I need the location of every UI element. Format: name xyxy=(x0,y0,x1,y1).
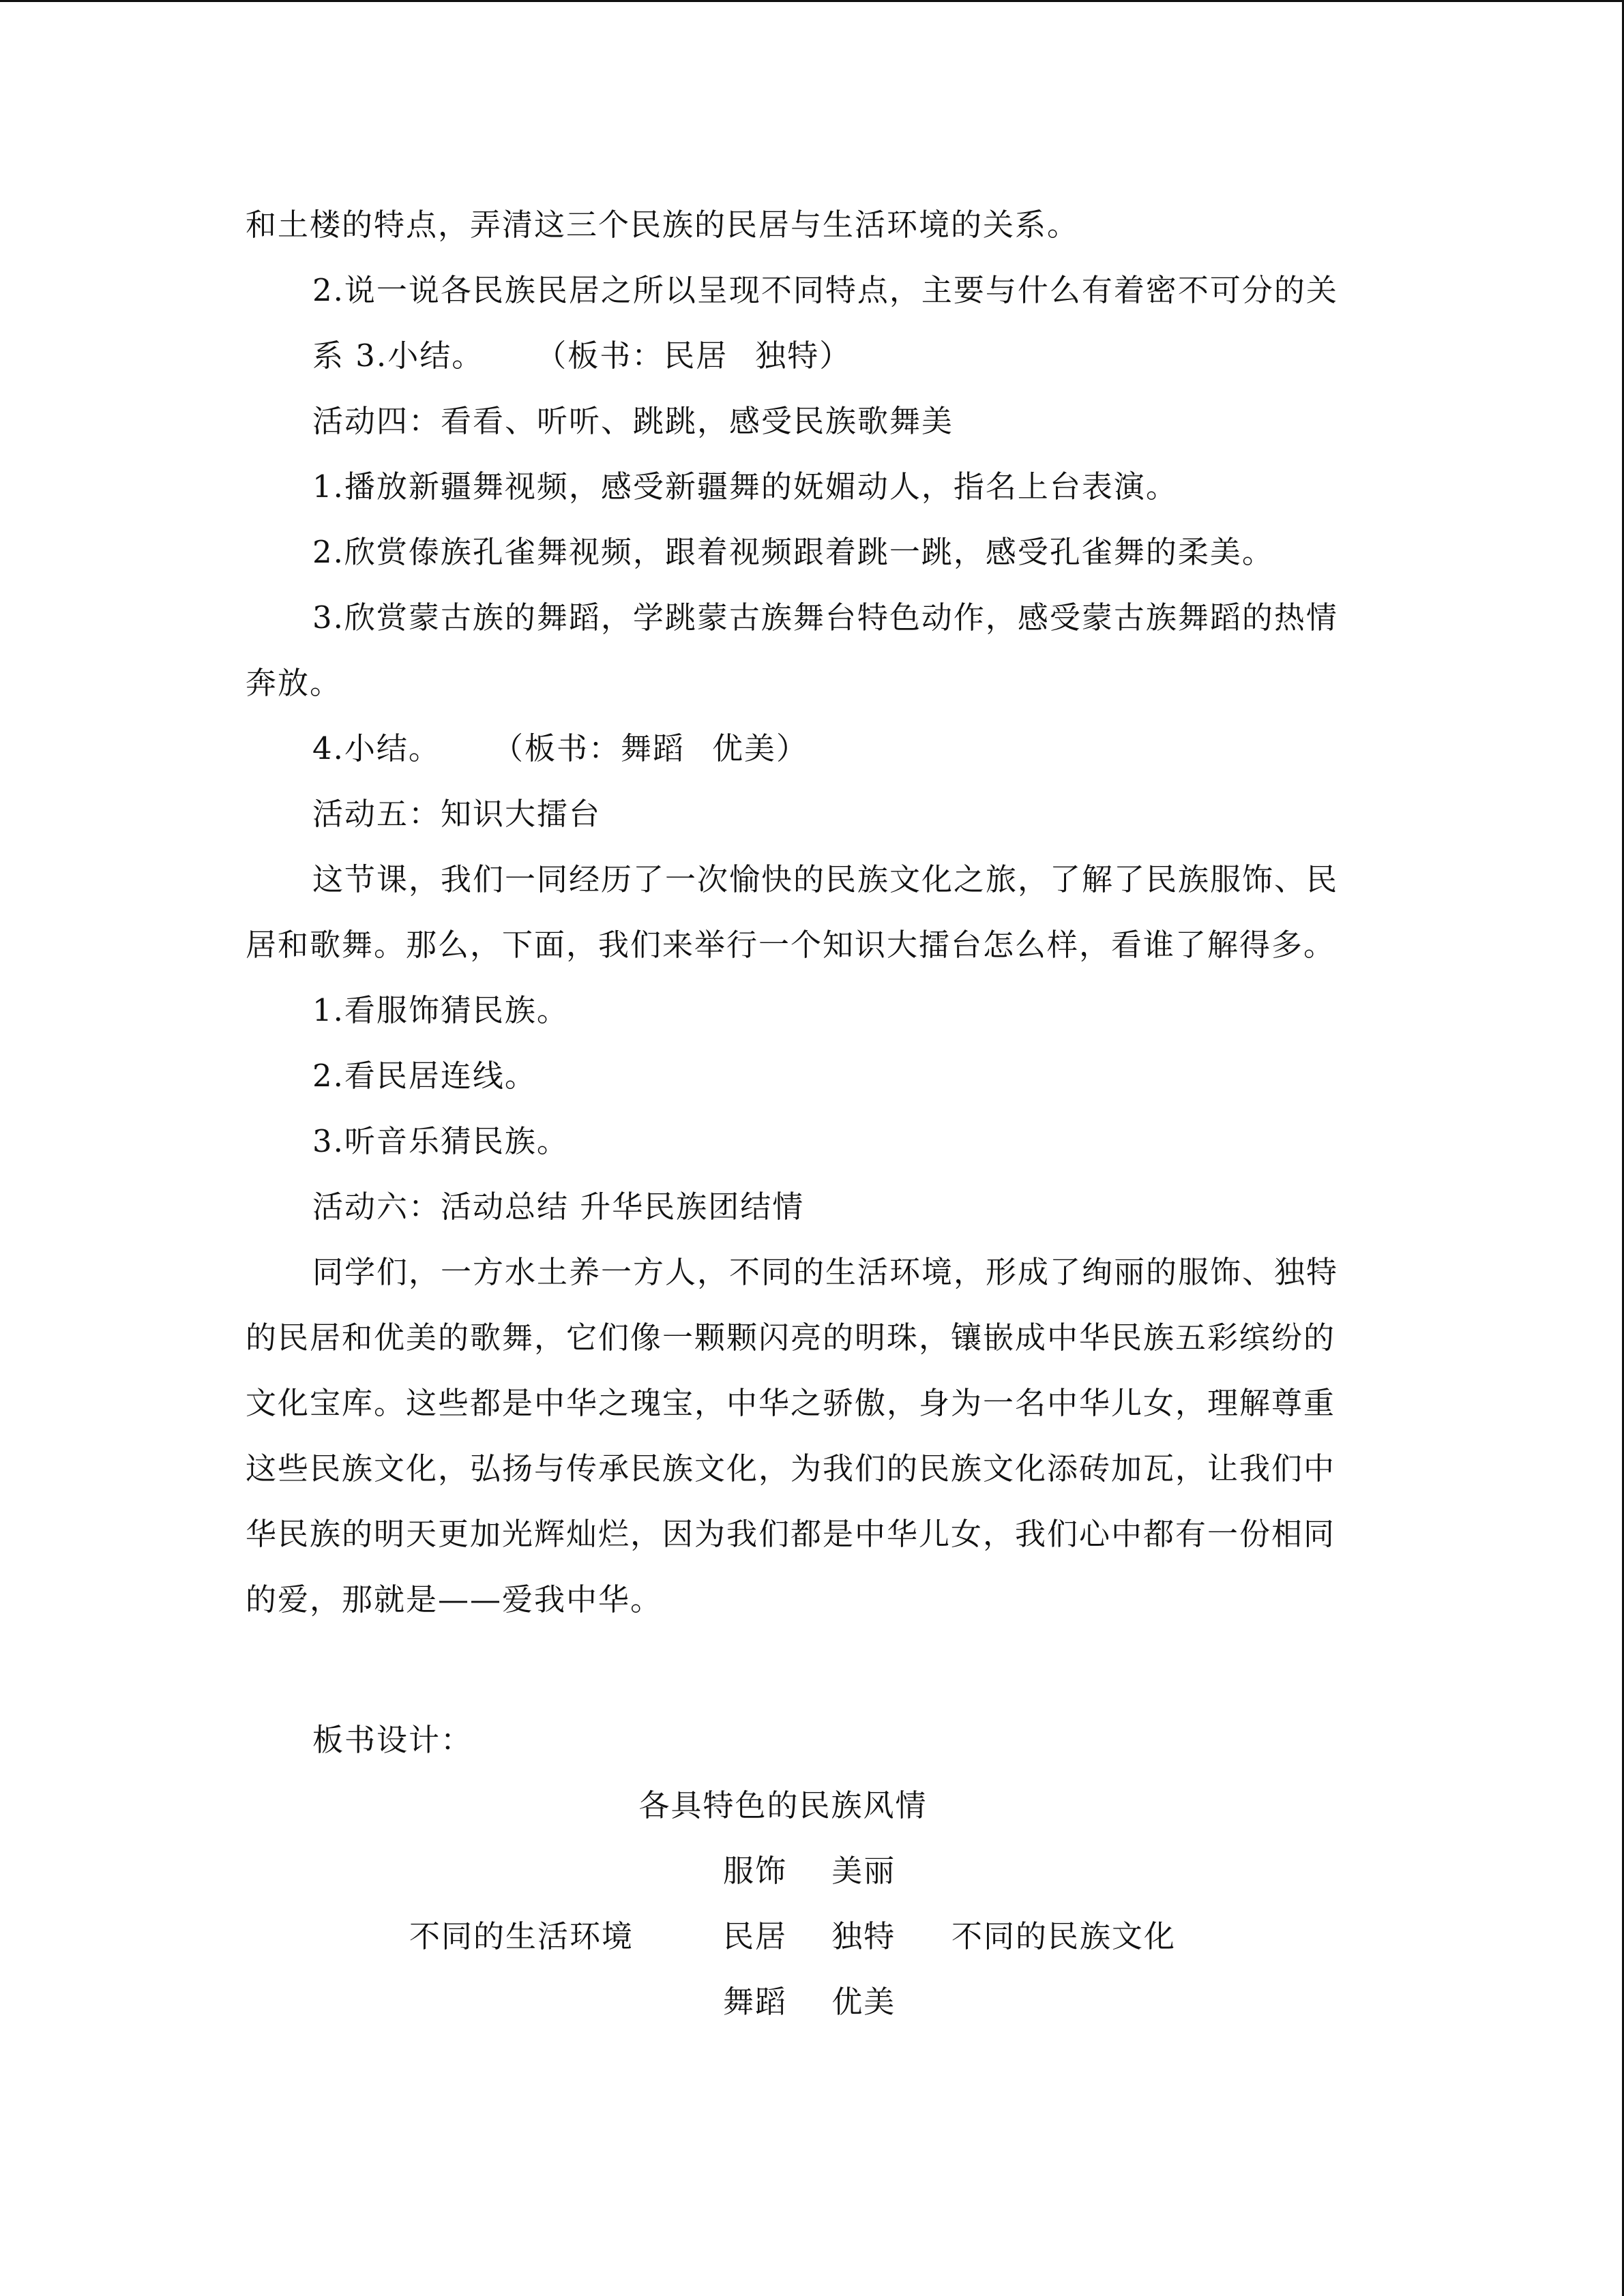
paragraph-line: 2.说一说各民族民居之所以呈现不同特点，主要与什么有着密不可分的关 xyxy=(312,272,1338,308)
paragraph-line: 2.欣赏傣族孔雀舞视频，跟着视频跟着跳一跳，感受孔雀舞的柔美。 xyxy=(312,534,1274,570)
text-segment: （板书：舞蹈 xyxy=(492,730,685,766)
board-row xyxy=(246,1838,1361,1904)
section-heading: 活动六：活动总结 升华民族团结情 xyxy=(312,1189,805,1225)
paragraph-line xyxy=(246,323,1361,389)
text-segment: 优美） xyxy=(711,730,808,766)
paragraph-line: 的爱，那就是——爱我中华。 xyxy=(246,1581,663,1617)
paragraph-line xyxy=(246,716,1361,781)
text-segment: 4.小结。 xyxy=(312,730,441,766)
board-item: 民居 独特 xyxy=(723,1918,896,1954)
paragraph-line: 和土楼的特点，弄清这三个民族的民居与生活环境的关系。 xyxy=(246,207,1080,243)
board-row xyxy=(246,1904,1361,1969)
board-design-heading: 板书设计： xyxy=(312,1722,473,1758)
section-heading: 活动四：看看、听听、跳跳，感受民族歌舞美 xyxy=(312,403,954,439)
paragraph-line: 这些民族文化，弘扬与传承民族文化，为我们的民族文化添砖加瓦，让我们中 xyxy=(246,1450,1336,1487)
paragraph-line: 1.播放新疆舞视频，感受新疆舞的妩媚动人，指名上台表演。 xyxy=(312,468,1178,505)
paragraph-line: 华民族的明天更加光辉灿烂，因为我们都是中华儿女，我们心中都有一份相同 xyxy=(246,1516,1336,1552)
paragraph-line: 的民居和优美的歌舞，它们像一颗颗闪亮的明珠，镶嵌成中华民族五彩缤纷的 xyxy=(246,1320,1336,1356)
board-item: 服饰 美丽 xyxy=(723,1853,896,1889)
paragraph-line: 1.看服饰猜民族。 xyxy=(312,992,569,1028)
top-border xyxy=(0,0,1624,2)
paragraph-line: 同学们，一方水土养一方人，不同的生活环境，形成了绚丽的服饰、独特 xyxy=(312,1254,1339,1290)
paragraph-line: 这节课，我们一同经历了一次愉快的民族文化之旅，了解了民族服饰、民 xyxy=(312,861,1339,897)
paragraph-line: 3.听音乐猜民族。 xyxy=(312,1123,569,1159)
board-left-label: 不同的生活环境 xyxy=(409,1918,634,1954)
spacer xyxy=(246,1632,1361,1708)
paragraph-line: 文化宝库。这些都是中华之瑰宝，中华之骄傲，身为一名中华儿女，理解尊重 xyxy=(246,1385,1336,1421)
paragraph-line: 2.看民居连线。 xyxy=(312,1058,537,1094)
paragraph-line: 3.欣赏蒙古族的舞蹈，学跳蒙古族舞台特色动作，感受蒙古族舞蹈的热情 xyxy=(312,599,1338,636)
board-right-label: 不同的民族文化 xyxy=(951,1918,1177,1954)
text-segment: 独特） xyxy=(755,338,852,374)
section-heading: 活动五：知识大擂台 xyxy=(312,796,602,832)
board-item: 舞蹈 优美 xyxy=(723,1984,896,2020)
text-segment: 系 3.小结。 xyxy=(312,338,484,374)
document-page xyxy=(246,192,1361,2035)
paragraph-line: 居和歌舞。那么，下面，我们来举行一个知识大擂台怎么样，看谁了解得多。 xyxy=(246,927,1336,963)
paragraph-line: 奔放。 xyxy=(246,665,342,701)
board-row xyxy=(246,1969,1361,2035)
text-segment: （板书：民居 xyxy=(535,338,728,374)
board-title: 各具特色的民族风情 xyxy=(638,1787,928,1823)
